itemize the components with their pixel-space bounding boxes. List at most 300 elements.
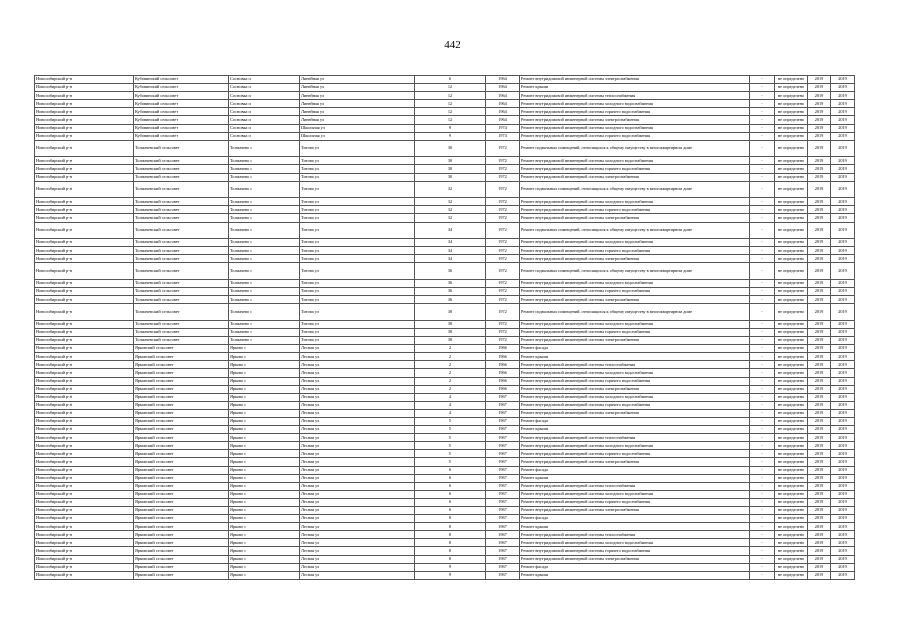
- work-type-cell: Ремонт внутридомовой инженерной системы горячего водоснабжения: [520, 450, 750, 458]
- end-year-cell: 2019: [831, 181, 855, 198]
- house-cell: 5: [415, 426, 486, 434]
- district-cell: Новосибирский р-н: [35, 563, 134, 571]
- street-cell: Линейная ул: [300, 84, 415, 92]
- status-cell: не определено: [775, 296, 808, 304]
- start-year-cell: 2019: [808, 206, 831, 214]
- work-type-cell: Ремонт крыши: [520, 474, 750, 482]
- house-cell: 12: [415, 92, 486, 100]
- district-cell: Новосибирский р-н: [35, 132, 134, 140]
- year-built-cell: 1967: [486, 409, 520, 417]
- cost-cell: -: [750, 531, 775, 539]
- work-type-cell: Ремонт внутридомовой инженерной системы электроснабжения: [520, 255, 750, 263]
- settlement-cell: Ярковский сельсовет: [134, 490, 229, 498]
- end-year-cell: 2019: [831, 140, 855, 157]
- district-cell: Новосибирский р-н: [35, 206, 134, 214]
- year-built-cell: 1964: [486, 76, 520, 84]
- work-type-cell: Ремонт внутридомовой инженерной системы горячего водоснабжения: [520, 247, 750, 255]
- cost-cell: -: [750, 108, 775, 116]
- locality-cell: Ярково с: [229, 498, 300, 506]
- end-year-cell: 2019: [831, 214, 855, 222]
- status-cell: не определено: [775, 108, 808, 116]
- house-cell: 9: [415, 124, 486, 132]
- district-cell: Новосибирский р-н: [35, 214, 134, 222]
- year-built-cell: 1966: [486, 361, 520, 369]
- table-row: [35, 92, 855, 100]
- year-built-cell: 1967: [486, 555, 520, 563]
- district-cell: Новосибирский р-н: [35, 401, 134, 409]
- district-cell: Новосибирский р-н: [35, 84, 134, 92]
- status-cell: не определено: [775, 482, 808, 490]
- district-cell: Новосибирский р-н: [35, 108, 134, 116]
- end-year-cell: 2019: [831, 165, 855, 173]
- table-row: [35, 84, 855, 92]
- year-built-cell: 1972: [486, 173, 520, 181]
- work-type-cell: Ремонт подвальных помещений, относящихся к общему имуществу в многоквартирном доме: [520, 140, 750, 157]
- end-year-cell: 2019: [831, 84, 855, 92]
- street-cell: Линейная ул: [300, 100, 415, 108]
- table-row: [35, 76, 855, 84]
- status-cell: не определено: [775, 124, 808, 132]
- year-built-cell: 1964: [486, 84, 520, 92]
- table-row: [35, 458, 855, 466]
- cost-cell: -: [750, 116, 775, 124]
- year-built-cell: 1967: [486, 490, 520, 498]
- settlement-cell: Толмачевский сельсовет: [134, 165, 229, 173]
- start-year-cell: 2019: [808, 263, 831, 280]
- street-cell: Лесная ул: [300, 474, 415, 482]
- status-cell: не определено: [775, 337, 808, 345]
- work-type-cell: Ремонт фасада: [520, 515, 750, 523]
- status-cell: не определено: [775, 434, 808, 442]
- street-cell: Лесная ул: [300, 385, 415, 393]
- table-row: [35, 279, 855, 287]
- end-year-cell: 2019: [831, 409, 855, 417]
- start-year-cell: 2019: [808, 132, 831, 140]
- settlement-cell: Ярковский сельсовет: [134, 345, 229, 353]
- locality-cell: Ярково с: [229, 426, 300, 434]
- locality-cell: Сосновка п: [229, 76, 300, 84]
- start-year-cell: 2019: [808, 490, 831, 498]
- district-cell: Новосибирский р-н: [35, 555, 134, 563]
- cost-cell: -: [750, 369, 775, 377]
- table-row: [35, 523, 855, 531]
- settlement-cell: Толмачевский сельсовет: [134, 296, 229, 304]
- table-row: [35, 571, 855, 579]
- table-row: [35, 555, 855, 563]
- work-type-cell: Ремонт внутридомовой инженерной системы электроснабжения: [520, 76, 750, 84]
- street-cell: Лесная ул: [300, 466, 415, 474]
- work-type-cell: Ремонт внутридомовой инженерной системы электроснабжения: [520, 458, 750, 466]
- start-year-cell: 2019: [808, 124, 831, 132]
- cost-cell: -: [750, 563, 775, 571]
- house-cell: 4: [415, 401, 486, 409]
- settlement-cell: Ярковский сельсовет: [134, 450, 229, 458]
- district-cell: Новосибирский р-н: [35, 515, 134, 523]
- end-year-cell: 2019: [831, 523, 855, 531]
- cost-cell: -: [750, 434, 775, 442]
- street-cell: Титова ул: [300, 206, 415, 214]
- locality-cell: Сосновка п: [229, 108, 300, 116]
- year-built-cell: 1972: [486, 222, 520, 239]
- start-year-cell: 2019: [808, 92, 831, 100]
- year-built-cell: 1967: [486, 401, 520, 409]
- house-cell: 34: [415, 222, 486, 239]
- start-year-cell: 2019: [808, 393, 831, 401]
- district-cell: Новосибирский р-н: [35, 76, 134, 84]
- settlement-cell: Ярковский сельсовет: [134, 393, 229, 401]
- start-year-cell: 2019: [808, 571, 831, 579]
- table-row: [35, 222, 855, 239]
- street-cell: Лесная ул: [300, 434, 415, 442]
- start-year-cell: 2019: [808, 76, 831, 84]
- work-type-cell: Ремонт внутридомовой инженерной системы электроснабжения: [520, 409, 750, 417]
- end-year-cell: 2019: [831, 369, 855, 377]
- work-type-cell: Ремонт внутридомовой инженерной системы электроснабжения: [520, 173, 750, 181]
- locality-cell: Ярково с: [229, 490, 300, 498]
- table-row: [35, 434, 855, 442]
- settlement-cell: Ярковский сельсовет: [134, 571, 229, 579]
- end-year-cell: 2019: [831, 539, 855, 547]
- street-cell: Лесная ул: [300, 547, 415, 555]
- start-year-cell: 2019: [808, 116, 831, 124]
- district-cell: Новосибирский р-н: [35, 263, 134, 280]
- house-cell: 38: [415, 304, 486, 321]
- status-cell: не определено: [775, 409, 808, 417]
- settlement-cell: Ярковский сельсовет: [134, 474, 229, 482]
- status-cell: не определено: [775, 100, 808, 108]
- district-cell: Новосибирский р-н: [35, 255, 134, 263]
- work-type-cell: Ремонт внутридомовой инженерной системы электроснабжения: [520, 555, 750, 563]
- street-cell: Титова ул: [300, 304, 415, 321]
- house-cell: 8: [415, 547, 486, 555]
- start-year-cell: 2019: [808, 296, 831, 304]
- street-cell: Титова ул: [300, 181, 415, 198]
- year-built-cell: 1974: [486, 124, 520, 132]
- cost-cell: -: [750, 92, 775, 100]
- house-cell: 2: [415, 361, 486, 369]
- status-cell: не определено: [775, 515, 808, 523]
- year-built-cell: 1967: [486, 571, 520, 579]
- cost-cell: -: [750, 84, 775, 92]
- end-year-cell: 2019: [831, 124, 855, 132]
- district-cell: Новосибирский р-н: [35, 181, 134, 198]
- year-built-cell: 1967: [486, 539, 520, 547]
- year-built-cell: 1966: [486, 385, 520, 393]
- house-cell: 36: [415, 296, 486, 304]
- district-cell: Новосибирский р-н: [35, 222, 134, 239]
- year-built-cell: 1967: [486, 474, 520, 482]
- start-year-cell: 2019: [808, 214, 831, 222]
- status-cell: не определено: [775, 426, 808, 434]
- cost-cell: -: [750, 555, 775, 563]
- start-year-cell: 2019: [808, 157, 831, 165]
- status-cell: не определено: [775, 531, 808, 539]
- street-cell: Школьная ул: [300, 124, 415, 132]
- table-row: [35, 426, 855, 434]
- status-cell: не определено: [775, 571, 808, 579]
- locality-cell: Ярково с: [229, 539, 300, 547]
- year-built-cell: 1967: [486, 515, 520, 523]
- work-type-cell: Ремонт крыши: [520, 426, 750, 434]
- locality-cell: Толмачево с: [229, 140, 300, 157]
- start-year-cell: 2019: [808, 539, 831, 547]
- work-type-cell: Ремонт фасада: [520, 345, 750, 353]
- table-row: [35, 198, 855, 206]
- locality-cell: Ярково с: [229, 563, 300, 571]
- cost-cell: -: [750, 100, 775, 108]
- end-year-cell: 2019: [831, 263, 855, 280]
- house-cell: 5: [415, 434, 486, 442]
- work-type-cell: Ремонт подвальных помещений, относящихся к общему имуществу в многоквартирном доме: [520, 263, 750, 280]
- status-cell: не определено: [775, 140, 808, 157]
- street-cell: Лесная ул: [300, 417, 415, 425]
- street-cell: Титова ул: [300, 198, 415, 206]
- end-year-cell: 2019: [831, 547, 855, 555]
- start-year-cell: 2019: [808, 165, 831, 173]
- end-year-cell: 2019: [831, 401, 855, 409]
- street-cell: Линейная ул: [300, 92, 415, 100]
- year-built-cell: 1972: [486, 337, 520, 345]
- year-built-cell: 1967: [486, 450, 520, 458]
- cost-cell: -: [750, 409, 775, 417]
- work-type-cell: Ремонт внутридомовой инженерной системы горячего водоснабжения: [520, 401, 750, 409]
- status-cell: не определено: [775, 474, 808, 482]
- settlement-cell: Ярковский сельсовет: [134, 466, 229, 474]
- locality-cell: Толмачево с: [229, 288, 300, 296]
- start-year-cell: 2019: [808, 345, 831, 353]
- table-row: [35, 108, 855, 116]
- work-type-cell: Ремонт внутридомовой инженерной системы теплоснабжения: [520, 434, 750, 442]
- status-cell: не определено: [775, 288, 808, 296]
- settlement-cell: Кубовинский сельсовет: [134, 92, 229, 100]
- table-row: [35, 181, 855, 198]
- table-row: [35, 563, 855, 571]
- table-row: [35, 393, 855, 401]
- settlement-cell: Кубовинский сельсовет: [134, 108, 229, 116]
- cost-cell: -: [750, 458, 775, 466]
- locality-cell: Ярково с: [229, 507, 300, 515]
- locality-cell: Ярково с: [229, 450, 300, 458]
- work-type-cell: Ремонт внутридомовой инженерной системы электроснабжения: [520, 385, 750, 393]
- table-row: [35, 116, 855, 124]
- district-cell: Новосибирский р-н: [35, 523, 134, 531]
- house-cell: 8: [415, 539, 486, 547]
- status-cell: не определено: [775, 263, 808, 280]
- district-cell: Новосибирский р-н: [35, 100, 134, 108]
- district-cell: Новосибирский р-н: [35, 198, 134, 206]
- end-year-cell: 2019: [831, 498, 855, 506]
- locality-cell: Ярково с: [229, 393, 300, 401]
- house-cell: 34: [415, 255, 486, 263]
- status-cell: не определено: [775, 401, 808, 409]
- table-row: [35, 328, 855, 336]
- table-row: [35, 337, 855, 345]
- end-year-cell: 2019: [831, 361, 855, 369]
- settlement-cell: Толмачевский сельсовет: [134, 304, 229, 321]
- year-built-cell: 1967: [486, 466, 520, 474]
- district-cell: Новосибирский р-н: [35, 353, 134, 361]
- start-year-cell: 2019: [808, 401, 831, 409]
- house-cell: 6: [415, 498, 486, 506]
- start-year-cell: 2019: [808, 450, 831, 458]
- end-year-cell: 2019: [831, 239, 855, 247]
- street-cell: Лесная ул: [300, 361, 415, 369]
- start-year-cell: 2019: [808, 173, 831, 181]
- year-built-cell: 1964: [486, 116, 520, 124]
- work-type-cell: Ремонт внутридомовой инженерной системы электроснабжения: [520, 296, 750, 304]
- status-cell: не определено: [775, 76, 808, 84]
- settlement-cell: Толмачевский сельсовет: [134, 181, 229, 198]
- locality-cell: Толмачево с: [229, 239, 300, 247]
- work-type-cell: Ремонт внутридомовой инженерной системы холодного водоснабжения: [520, 157, 750, 165]
- start-year-cell: 2019: [808, 507, 831, 515]
- table-row: [35, 157, 855, 165]
- year-built-cell: 1972: [486, 247, 520, 255]
- street-cell: Титова ул: [300, 279, 415, 287]
- end-year-cell: 2019: [831, 393, 855, 401]
- house-cell: 30: [415, 173, 486, 181]
- street-cell: Лесная ул: [300, 426, 415, 434]
- end-year-cell: 2019: [831, 320, 855, 328]
- locality-cell: Ярково с: [229, 474, 300, 482]
- street-cell: Лесная ул: [300, 345, 415, 353]
- status-cell: не определено: [775, 165, 808, 173]
- settlement-cell: Ярковский сельсовет: [134, 385, 229, 393]
- cost-cell: -: [750, 304, 775, 321]
- locality-cell: Сосновка п: [229, 116, 300, 124]
- work-type-cell: Ремонт внутридомовой инженерной системы горячего водоснабжения: [520, 377, 750, 385]
- status-cell: не определено: [775, 498, 808, 506]
- year-built-cell: 1974: [486, 132, 520, 140]
- end-year-cell: 2019: [831, 482, 855, 490]
- house-cell: 5: [415, 417, 486, 425]
- year-built-cell: 1966: [486, 353, 520, 361]
- work-type-cell: Ремонт внутридомовой инженерной системы горячего водоснабжения: [520, 206, 750, 214]
- status-cell: не определено: [775, 132, 808, 140]
- house-cell: 2: [415, 385, 486, 393]
- work-type-cell: Ремонт подвальных помещений, относящихся к общему имуществу в многоквартирном доме: [520, 181, 750, 198]
- district-cell: Новосибирский р-н: [35, 337, 134, 345]
- start-year-cell: 2019: [808, 498, 831, 506]
- settlement-cell: Толмачевский сельсовет: [134, 328, 229, 336]
- end-year-cell: 2019: [831, 426, 855, 434]
- work-type-cell: Ремонт внутридомовой инженерной системы теплоснабжения: [520, 482, 750, 490]
- year-built-cell: 1972: [486, 304, 520, 321]
- settlement-cell: Ярковский сельсовет: [134, 417, 229, 425]
- work-type-cell: Ремонт внутридомовой инженерной системы теплоснабжения: [520, 531, 750, 539]
- house-cell: 6: [415, 507, 486, 515]
- year-built-cell: 1972: [486, 255, 520, 263]
- settlement-cell: Кубовинский сельсовет: [134, 116, 229, 124]
- cost-cell: -: [750, 377, 775, 385]
- cost-cell: -: [750, 353, 775, 361]
- end-year-cell: 2019: [831, 100, 855, 108]
- locality-cell: Ярково с: [229, 434, 300, 442]
- end-year-cell: 2019: [831, 466, 855, 474]
- house-cell: 30: [415, 140, 486, 157]
- end-year-cell: 2019: [831, 450, 855, 458]
- end-year-cell: 2019: [831, 198, 855, 206]
- street-cell: Лесная ул: [300, 507, 415, 515]
- table-row: [35, 239, 855, 247]
- end-year-cell: 2019: [831, 555, 855, 563]
- cost-cell: -: [750, 417, 775, 425]
- cost-cell: -: [750, 173, 775, 181]
- house-cell: 34: [415, 247, 486, 255]
- street-cell: Лесная ул: [300, 409, 415, 417]
- start-year-cell: 2019: [808, 523, 831, 531]
- house-cell: 6: [415, 482, 486, 490]
- locality-cell: Толмачево с: [229, 320, 300, 328]
- work-type-cell: Ремонт внутридомовой инженерной системы теплоснабжения: [520, 92, 750, 100]
- street-cell: Лесная ул: [300, 353, 415, 361]
- table-row: [35, 100, 855, 108]
- work-type-cell: Ремонт крыши: [520, 353, 750, 361]
- street-cell: Линейная ул: [300, 108, 415, 116]
- status-cell: не определено: [775, 385, 808, 393]
- house-cell: 8: [415, 515, 486, 523]
- district-cell: Новосибирский р-н: [35, 434, 134, 442]
- table-row: [35, 165, 855, 173]
- start-year-cell: 2019: [808, 361, 831, 369]
- house-cell: 4: [415, 393, 486, 401]
- end-year-cell: 2019: [831, 157, 855, 165]
- district-cell: Новосибирский р-н: [35, 385, 134, 393]
- year-built-cell: 1972: [486, 157, 520, 165]
- locality-cell: Толмачево с: [229, 165, 300, 173]
- house-cell: 9: [415, 563, 486, 571]
- street-cell: Лесная ул: [300, 482, 415, 490]
- settlement-cell: Толмачевский сельсовет: [134, 239, 229, 247]
- table-row: [35, 409, 855, 417]
- locality-cell: Ярково с: [229, 466, 300, 474]
- house-cell: 38: [415, 320, 486, 328]
- table-row: [35, 296, 855, 304]
- house-cell: 9: [415, 571, 486, 579]
- cost-cell: -: [750, 393, 775, 401]
- cost-cell: -: [750, 247, 775, 255]
- street-cell: Лесная ул: [300, 401, 415, 409]
- district-cell: Новосибирский р-н: [35, 304, 134, 321]
- district-cell: Новосибирский р-н: [35, 474, 134, 482]
- house-cell: 8: [415, 531, 486, 539]
- district-cell: Новосибирский р-н: [35, 442, 134, 450]
- end-year-cell: 2019: [831, 507, 855, 515]
- table-row: [35, 442, 855, 450]
- district-cell: Новосибирский р-н: [35, 377, 134, 385]
- work-type-cell: Ремонт внутридомовой инженерной системы холодного водоснабжения: [520, 239, 750, 247]
- year-built-cell: 1967: [486, 507, 520, 515]
- street-cell: Лесная ул: [300, 539, 415, 547]
- status-cell: не определено: [775, 563, 808, 571]
- settlement-cell: Ярковский сельсовет: [134, 458, 229, 466]
- year-built-cell: 1967: [486, 426, 520, 434]
- start-year-cell: 2019: [808, 377, 831, 385]
- end-year-cell: 2019: [831, 108, 855, 116]
- table-row: [35, 401, 855, 409]
- end-year-cell: 2019: [831, 222, 855, 239]
- house-cell: 2: [415, 345, 486, 353]
- year-built-cell: 1967: [486, 393, 520, 401]
- end-year-cell: 2019: [831, 328, 855, 336]
- house-cell: 5: [415, 458, 486, 466]
- street-cell: Титова ул: [300, 255, 415, 263]
- locality-cell: Сосновка п: [229, 124, 300, 132]
- start-year-cell: 2019: [808, 247, 831, 255]
- start-year-cell: 2019: [808, 320, 831, 328]
- status-cell: не определено: [775, 157, 808, 165]
- house-cell: 36: [415, 263, 486, 280]
